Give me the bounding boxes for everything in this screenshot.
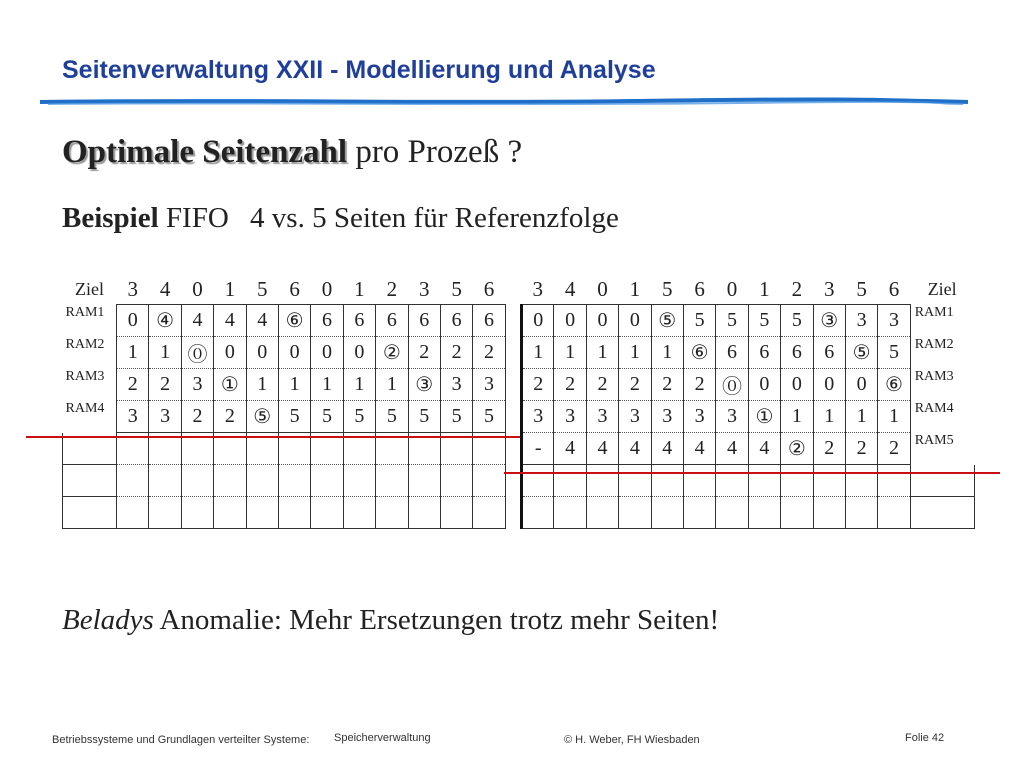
reference-value: 3 <box>532 276 543 301</box>
frame-cell: 6 <box>408 305 440 337</box>
empty-cell <box>619 465 651 497</box>
empty-cell <box>343 465 375 497</box>
empty-cell <box>781 465 813 497</box>
empty-cell <box>440 497 472 529</box>
frame-cell: 0 <box>117 305 149 337</box>
belady-note <box>62 604 719 637</box>
empty-cell <box>149 497 181 529</box>
table-row <box>63 369 506 401</box>
empty-cell <box>651 465 683 497</box>
ram-label: RAM2 <box>65 336 105 352</box>
frame-cell: 2 <box>149 369 181 401</box>
heading-rest: pro Prozeß ? <box>355 134 523 170</box>
empty-label-cell <box>63 497 117 529</box>
frame-cell: 1 <box>522 337 554 369</box>
empty-cell <box>586 497 618 529</box>
frame-cell: 5 <box>440 401 472 433</box>
empty-cell <box>781 497 813 529</box>
empty-cell <box>311 497 343 529</box>
right-separator-line <box>504 472 1000 474</box>
empty-label-cell <box>910 465 974 497</box>
frame-cell: 2 <box>878 433 910 465</box>
ziel-label: Ziel <box>927 278 957 299</box>
empty-cell <box>181 497 213 529</box>
empty-cell <box>522 497 554 529</box>
empty-cell <box>376 497 408 529</box>
frame-cell: 0 <box>554 305 586 337</box>
empty-row <box>63 497 506 529</box>
reference-value: 0 <box>597 276 608 301</box>
footer-author: © H. Weber, FH Wiesbaden <box>564 734 700 746</box>
empty-cell <box>149 465 181 497</box>
frame-cell: 6 <box>311 305 343 337</box>
empty-label-cell <box>63 465 117 497</box>
empty-cell <box>278 465 310 497</box>
belady-rest: Anomalie: Mehr Ersetzungen trotz mehr Seiten! <box>159 604 720 636</box>
frame-cell: 0 <box>278 337 310 369</box>
frame-cell: 6 <box>376 305 408 337</box>
reference-value: 1 <box>759 276 770 301</box>
reference-value: 1 <box>629 276 641 301</box>
reference-value: 0 <box>192 276 203 301</box>
reference-value: 5 <box>662 276 673 301</box>
empty-cell <box>408 497 440 529</box>
frame-cell: 5 <box>376 401 408 433</box>
frame-cell: 2 <box>117 369 149 401</box>
slide-title: Seitenverwaltung XXII - Modellierung und Analyse <box>62 56 656 84</box>
frame-cell: 3 <box>878 305 910 337</box>
empty-cell <box>311 465 343 497</box>
empty-cell <box>813 465 845 497</box>
frame-cell: - <box>522 433 554 465</box>
empty-label-cell <box>910 497 974 529</box>
frame-cell: 4 <box>716 433 748 465</box>
frame-cell: 2 <box>586 369 618 401</box>
reference-value: 6 <box>483 276 495 301</box>
frame-cell: 0 <box>781 369 813 401</box>
frame-cell: 1 <box>619 337 651 369</box>
frame-cell: 1 <box>878 401 910 433</box>
empty-cell <box>619 497 651 529</box>
footer-course: Betriebssysteme und Grundlagen verteilter Systeme: <box>52 734 310 746</box>
frame-cell: 0 <box>619 305 651 337</box>
frame-cell: 1 <box>781 401 813 433</box>
frame-cell: 3 <box>149 401 181 433</box>
frame-cell: 2 <box>683 369 715 401</box>
frame-cell: 1 <box>246 369 278 401</box>
ziel-label: Ziel <box>75 278 104 299</box>
frame-cell: 6 <box>473 305 505 337</box>
reference-value: 3 <box>823 276 835 301</box>
empty-cell <box>522 465 554 497</box>
frame-cell: 4 <box>748 433 780 465</box>
table-row <box>522 369 975 401</box>
frame-cell: 3 <box>586 401 618 433</box>
frame-cell: 6 <box>781 337 813 369</box>
frame-cell: 1 <box>311 369 343 401</box>
frame-cell: 0 <box>246 337 278 369</box>
reference-value: 3 <box>418 276 430 301</box>
empty-cell <box>748 465 780 497</box>
page-fault-cell: ④ <box>149 305 181 337</box>
frame-cell: 3 <box>117 401 149 433</box>
empty-cell <box>683 465 715 497</box>
table-row <box>63 337 506 369</box>
ram-label: RAM4 <box>914 400 954 416</box>
empty-cell <box>278 497 310 529</box>
ram-label: RAM1 <box>914 304 954 320</box>
belady-em: Beladys <box>62 604 154 636</box>
empty-cell <box>716 497 748 529</box>
page-fault-cell: ⓪ <box>181 337 213 369</box>
frame-cell: 4 <box>214 305 246 337</box>
reference-value: 3 <box>127 276 138 301</box>
empty-cell <box>813 497 845 529</box>
frame-cell: 0 <box>748 369 780 401</box>
fifo-5-pages-table <box>520 274 975 529</box>
frame-cell: 3 <box>473 369 505 401</box>
empty-cell <box>117 465 149 497</box>
empty-cell <box>473 465 505 497</box>
page-fault-cell: ② <box>376 337 408 369</box>
empty-cell <box>748 497 780 529</box>
frame-cell: 5 <box>748 305 780 337</box>
frame-cell: 4 <box>586 433 618 465</box>
frame-cell: 1 <box>845 401 877 433</box>
heading-strong: Optimale Seitenzahl <box>62 134 348 170</box>
fifo-4-pages-table <box>62 274 506 529</box>
page-fault-cell: ⑥ <box>683 337 715 369</box>
frame-cell: 2 <box>651 369 683 401</box>
frame-cell: 2 <box>214 401 246 433</box>
empty-cell <box>376 465 408 497</box>
reference-value: 6 <box>888 276 900 301</box>
empty-cell <box>878 497 910 529</box>
frame-cell: 6 <box>748 337 780 369</box>
table-row <box>63 305 506 337</box>
frame-cell: 1 <box>813 401 845 433</box>
frame-cell: 4 <box>683 433 715 465</box>
empty-cell <box>214 465 246 497</box>
frame-cell: 3 <box>651 401 683 433</box>
empty-cell <box>651 497 683 529</box>
frame-cell: 0 <box>845 369 877 401</box>
frame-cell: 2 <box>554 369 586 401</box>
frame-cell: 5 <box>473 401 505 433</box>
frame-cell: 3 <box>619 401 651 433</box>
empty-cell <box>473 497 505 529</box>
main-heading <box>62 134 522 171</box>
ram-label: RAM3 <box>65 368 105 384</box>
reference-value: 2 <box>791 276 803 301</box>
frame-cell: 2 <box>845 433 877 465</box>
frame-cell: 5 <box>311 401 343 433</box>
reference-value: 5 <box>257 276 268 301</box>
reference-value: 0 <box>321 276 333 301</box>
frame-cell: 2 <box>408 337 440 369</box>
ram-label: RAM4 <box>65 400 105 416</box>
empty-row <box>63 465 506 497</box>
empty-cell <box>246 465 278 497</box>
title-underline-brush <box>38 96 970 108</box>
frame-cell: 1 <box>149 337 181 369</box>
ram-label: RAM5 <box>914 432 954 448</box>
reference-value: 6 <box>694 276 705 301</box>
frame-cell: 1 <box>554 337 586 369</box>
reference-value: 5 <box>856 276 867 301</box>
footer-slide-number: Folie 42 <box>905 732 945 744</box>
reference-value: 4 <box>564 276 576 301</box>
frame-cell: 5 <box>683 305 715 337</box>
empty-cell <box>554 465 586 497</box>
frame-cell: 1 <box>651 337 683 369</box>
frame-cell: 0 <box>522 305 554 337</box>
reference-value: 5 <box>451 276 462 301</box>
frame-cell: 4 <box>246 305 278 337</box>
frame-cell: 6 <box>343 305 375 337</box>
frame-cell: 5 <box>343 401 375 433</box>
empty-cell <box>554 497 586 529</box>
ram-label: RAM2 <box>914 336 954 352</box>
frame-cell: 4 <box>651 433 683 465</box>
ram-label: RAM3 <box>914 368 954 384</box>
frame-cell: 2 <box>440 337 472 369</box>
page-fault-cell: ⑥ <box>878 369 910 401</box>
page-fault-cell: ⑤ <box>651 305 683 337</box>
reference-value: 6 <box>289 276 300 301</box>
empty-cell <box>586 465 618 497</box>
frame-cell: 1 <box>586 337 618 369</box>
frame-cell: 0 <box>214 337 246 369</box>
frame-cell: 5 <box>408 401 440 433</box>
frame-cell: 4 <box>619 433 651 465</box>
frame-cell: 3 <box>683 401 715 433</box>
frame-cell: 1 <box>278 369 310 401</box>
reference-value: 4 <box>159 276 171 301</box>
frame-cell: 6 <box>813 337 845 369</box>
table-row <box>522 401 975 433</box>
empty-cell <box>246 497 278 529</box>
frame-cell: 5 <box>781 305 813 337</box>
empty-row <box>522 497 975 529</box>
frame-cell: 5 <box>878 337 910 369</box>
frame-cell: 4 <box>181 305 213 337</box>
frame-cell: 2 <box>473 337 505 369</box>
footer-topic: Speicherverwaltung <box>334 732 431 744</box>
frame-cell: 2 <box>619 369 651 401</box>
table-row <box>522 337 975 369</box>
empty-cell <box>683 497 715 529</box>
page-fault-cell: ⑥ <box>278 305 310 337</box>
empty-cell <box>878 465 910 497</box>
empty-cell <box>440 465 472 497</box>
empty-cell <box>214 497 246 529</box>
page-fault-cell: ② <box>781 433 813 465</box>
frame-cell: 0 <box>343 337 375 369</box>
frame-cell: 3 <box>440 369 472 401</box>
frame-cell: 3 <box>716 401 748 433</box>
page-fault-cell: ① <box>214 369 246 401</box>
sub-heading <box>62 202 619 235</box>
subheading-rest: 4 vs. 5 Seiten für Referenzfolge <box>250 202 619 234</box>
frame-cell: 3 <box>554 401 586 433</box>
page-fault-cell: ③ <box>408 369 440 401</box>
table-row <box>522 433 975 465</box>
subheading-strong: Beispiel <box>62 202 159 234</box>
frame-cell: 2 <box>181 401 213 433</box>
page-fault-cell: ① <box>748 401 780 433</box>
subheading-algo: FIFO <box>165 202 229 234</box>
frame-cell: 6 <box>440 305 472 337</box>
page-fault-cell: ⓪ <box>716 369 748 401</box>
table-row <box>63 401 506 433</box>
empty-cell <box>408 465 440 497</box>
frame-cell: 3 <box>522 401 554 433</box>
frame-cell: 2 <box>813 433 845 465</box>
frame-cell: 5 <box>716 305 748 337</box>
reference-value: 1 <box>354 276 365 301</box>
frame-cell: 0 <box>813 369 845 401</box>
table-row <box>522 305 975 337</box>
frame-cell: 1 <box>117 337 149 369</box>
empty-row <box>522 465 975 497</box>
page-fault-cell: ③ <box>813 305 845 337</box>
page-fault-cell: ⑤ <box>246 401 278 433</box>
empty-cell <box>716 465 748 497</box>
frame-cell: 3 <box>845 305 877 337</box>
frame-cell: 3 <box>181 369 213 401</box>
ram-label: RAM1 <box>65 304 105 320</box>
left-separator-line <box>26 436 520 438</box>
frame-cell: 5 <box>278 401 310 433</box>
frame-cell: 0 <box>586 305 618 337</box>
empty-cell <box>343 497 375 529</box>
page-fault-cell: ⑤ <box>845 337 877 369</box>
frame-cell: 4 <box>554 433 586 465</box>
reference-value: 0 <box>726 276 738 301</box>
frame-cell: 1 <box>343 369 375 401</box>
reference-value: 1 <box>224 276 236 301</box>
empty-cell <box>845 465 877 497</box>
reference-value: 2 <box>386 276 398 301</box>
frame-cell: 2 <box>522 369 554 401</box>
empty-cell <box>181 465 213 497</box>
frame-cell: 6 <box>716 337 748 369</box>
frame-cell: 1 <box>376 369 408 401</box>
frame-cell: 0 <box>311 337 343 369</box>
empty-cell <box>845 497 877 529</box>
empty-cell <box>117 497 149 529</box>
